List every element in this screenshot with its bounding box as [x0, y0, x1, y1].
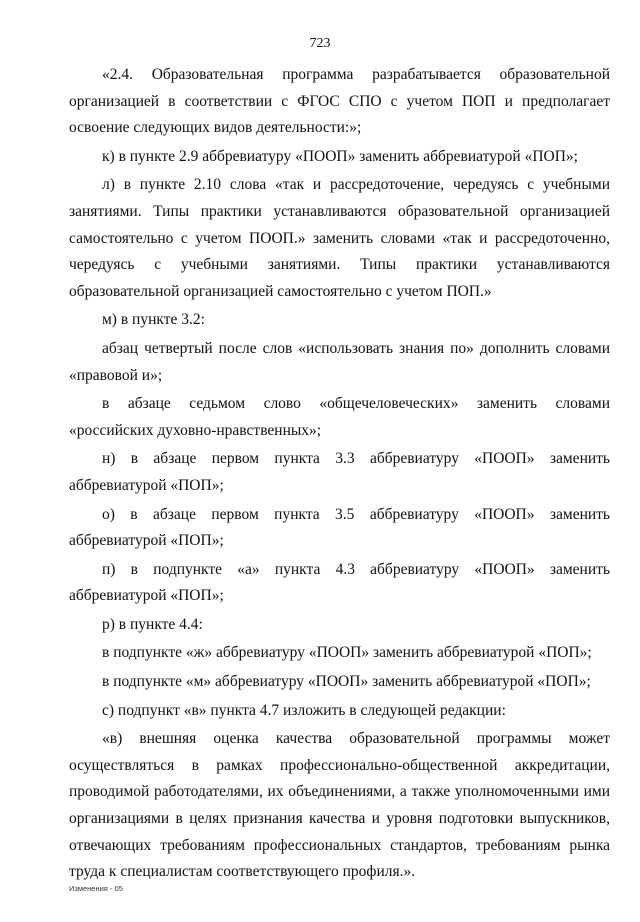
footer-label: Изменения - 05: [69, 884, 123, 893]
paragraph-k: к) в пункте 2.9 аббревиатуру «ПООП» заменить аббревиатурой «ПОП»;: [102, 147, 578, 165]
paragraph-m: м) в пункте 3.2:: [102, 311, 205, 329]
paragraph-m-abzac-4: абзац четвертый после слов «использовать знания по» дополнить словами «правовой и»;: [69, 339, 610, 384]
paragraph-o: о) в абзаце первом пункта 3.5 аббревиатуру «ПООП» заменить аббревиатурой «ПОП»;: [69, 505, 610, 550]
paragraph-s-quote: «в) внешняя оценка качества образовательной программы может осуществляться в рамках профессионально-общественной аккредитации, проводимой работодателями, их объединениями, а также уполномоченными ими организациями в целях признания качества и уровня подготовки выпускников, отвечающих требованиям профессиональных стандартов, требованиям рынка труда к специалистам соответствующего профиля.».: [69, 730, 610, 881]
paragraph-n: н) в абзаце первом пункта 3.3 аббревиатуру «ПООП» заменить аббревиатурой «ПОП»;: [69, 450, 610, 494]
paragraph-p: п) в подпункте «а» пункта 4.3 аббревиатуру «ПООП» заменить аббревиатурой «ПОП»;: [69, 560, 610, 605]
paragraph-r: р) в пункте 4.4:: [102, 615, 203, 633]
paragraph-r-m: в подпункте «м» аббревиатуру «ПООП» заменить аббревиатурой «ПОП»;: [102, 673, 591, 691]
document-body: [69, 62, 610, 886]
paragraph-m-abzac-7: в абзаце седьмом слово «общечеловеческих» заменить словами «российских духовно-нравственных»;: [69, 395, 610, 439]
page-number: 723: [309, 36, 331, 51]
paragraph-l: л) в пункте 2.10 слова «так и рассредоточение, чередуясь с учебными занятиями. Типы практики устанавливаются образовательной организацией самостоятельно с учетом ПООП.» заменить словами «так и рассредоточенно, чередуясь с учебными занятиями. Типы практики устанавливаются образовательной организацией самостоятельно с учетом ПОП.»: [69, 176, 610, 300]
paragraph-s: с) подпункт «в» пункта 4.7 изложить в следующей редакции:: [102, 701, 506, 719]
paragraph-2-4: «2.4. Образовательная программа разрабатывается образовательной организацией в соответствии с ФГОС СПО с учетом ПОП и предполагает освоение следующих видов деятельности:»;: [69, 66, 610, 137]
paragraph-r-zh: в подпункте «ж» аббревиатуру «ПООП» заменить аббревиатурой «ПОП»;: [102, 644, 592, 662]
